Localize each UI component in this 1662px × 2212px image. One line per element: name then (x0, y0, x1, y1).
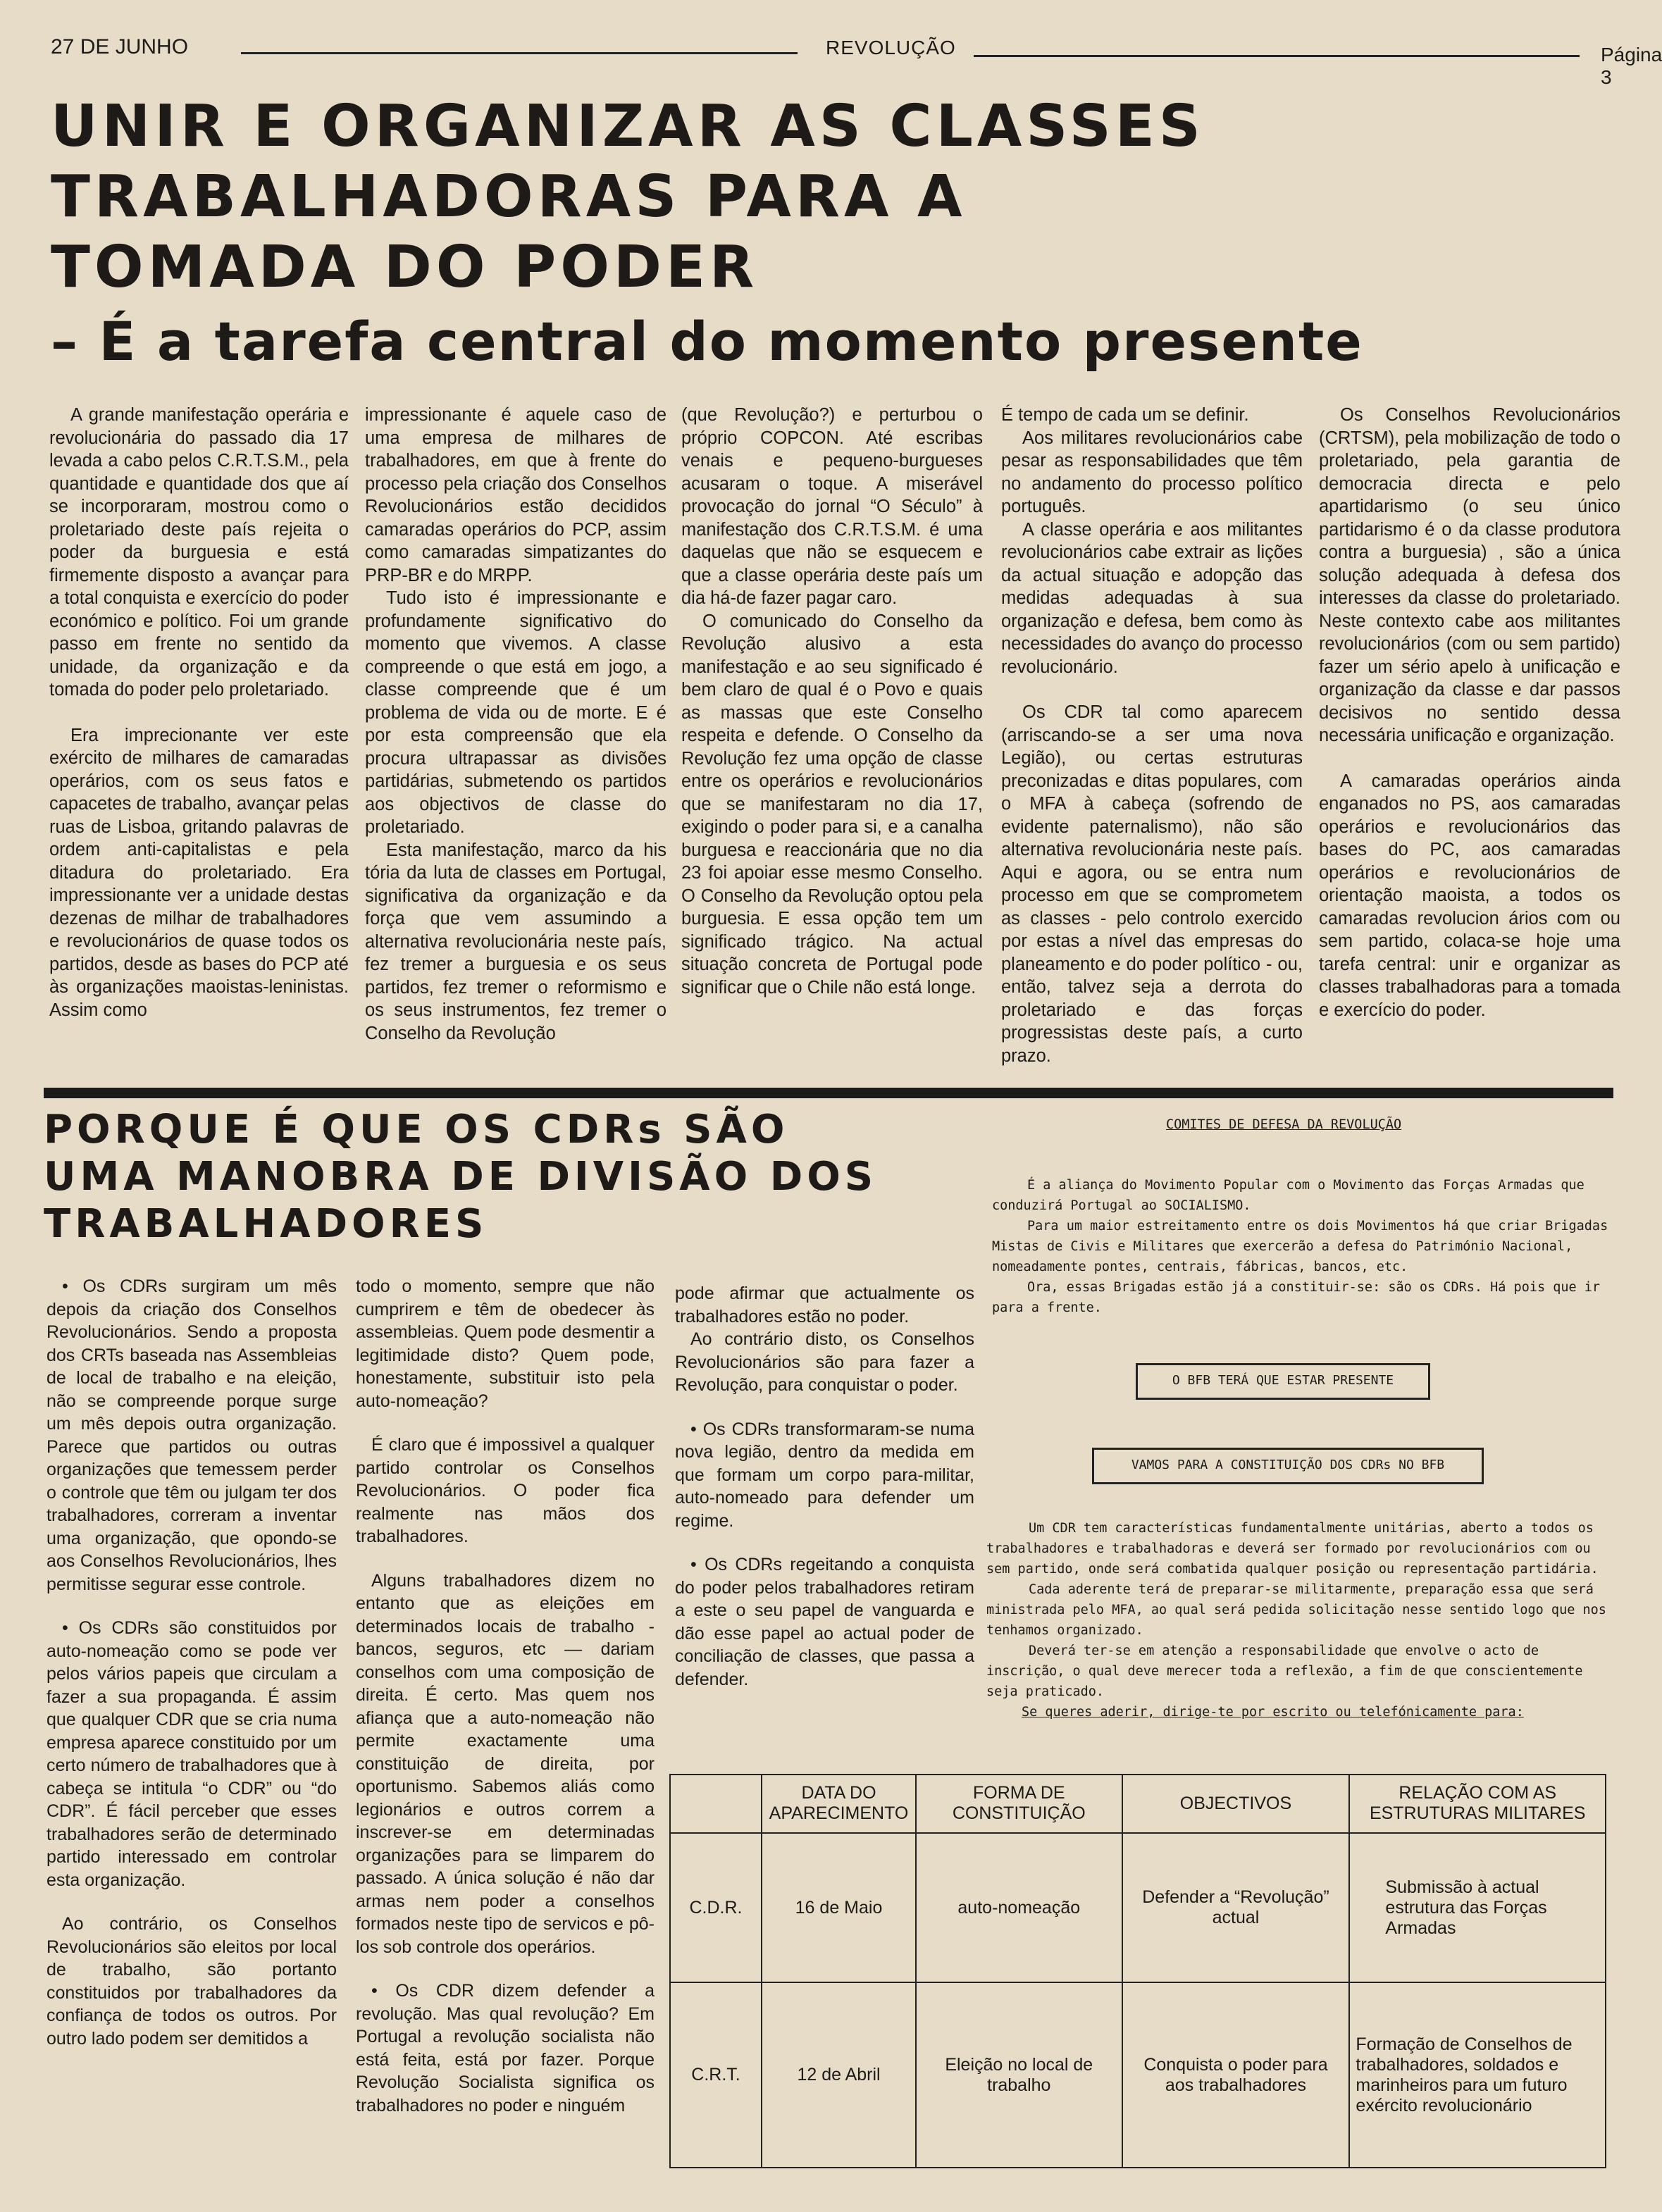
cdr-crt-comparison-table (669, 1774, 1606, 2168)
leaflet-paragraph: Cada aderente terá de preparar-se militarmente, preparação essa que será ministrada pelo MFA, ao qual será pedida solicitação nesse sentido logo que nos tenhamos organizado. (986, 1582, 1606, 1638)
table-cell: C.R.T. (670, 1982, 762, 2168)
article1-column-1 (49, 404, 349, 1044)
table-cell: 16 de Maio (762, 1833, 916, 1982)
article2-column-3 (675, 1282, 974, 1712)
leaflet-paragraph: Para um maior estreitamento entre os dois Movimentos há que criar Brigadas Mistas de Civis e Militares que exercerão a defesa do Património Nacional, nomeadamente pontes, centrais, fábricas, bancos, etc. (992, 1219, 1608, 1274)
issue-date: 27 DE JUNHO (51, 35, 189, 58)
paragraph: Os CDR tal como aparecem (arriscando-se a ser uma nova Legião), ou certas estruturas preconizadas e ditas populares, com o MFA à cabeça (sofrendo de evidente paternalismo), não são alternativa revolucionária neste país. Aqui e agora, ou se entra num processo em que se comprometem as classes - pelo controlo exercido por estas a nível das empresas do planeamento e do poder político - ou, então, talvez seja a derrota do proletariado e das forças progressistas deste país, a curto prazo. (1001, 702, 1303, 1066)
paragraph: • Os CDRs transformaram-se numa nova legião, dentro da medida em que formam um corpo para-militar, auto-nomeado para defender um regime. (675, 1419, 974, 1531)
table-cell: auto-nomeação (916, 1833, 1122, 1982)
article2-headline (44, 1106, 1002, 1248)
paragraph: A classe operária e aos militantes revolucionários cabe extrair as lições da actual situação e adopção das medidas adequadas à sua organização e defesa, bem como às necessidades do avanço do processo revolucionário. (1001, 519, 1303, 677)
article1-column-5 (1319, 404, 1620, 1044)
paragraph: Ao contrário disto, os Conselhos Revolucionários são para fazer a Revolução, para conquistar o poder. (675, 1329, 974, 1395)
paragraph: A grande manifestação operária e revolucionária do passado dia 17 levada a cabo pelos C.R.T.S.M., pela quantidade e quantidade dos que aí se incorporaram, mostrou como o proletariado deste país rejeita o poder da burguesia e está firmemente disposto a avançar para a total conquista e exercício do poder económico e político. Foi um grande passo em frente no sentido da unidade, da organização e da tomada do poder pelo proletariado. (49, 405, 349, 700)
paragraph: Esta manifestação, marco da his tória da luta de classes em Portugal, significativa da organização e da força que vem assumindo a alternativa revolucionária neste país, fez tremer a burguesia e os seus partidos, fez tremer o reformismo e os seus instrumentos, fez tremer o Conselho da Revolução (365, 840, 666, 1043)
article1-column-4 (1001, 404, 1303, 1090)
publication-name: REVOLUÇÃO (826, 37, 956, 58)
paragraph: O comunicado do Conselho da Revolução alusivo a esta manifestação e ao seu significado é bem claro de qual é o Povo e quais as massas que este Conselho respeita e defende. O Conselho da Revolução fez uma opção de classe entre os operários e revolucionários que se manifestaram no dia 17, exigindo o poder para si, e a canalha burguesa e reaccionária que no dia 23 foi apoiar esse mesmo Conselho. O Conselho da Revolução optou pela burguesia. E essa opção tem um significado trágico. Na actual situação concreta de Portugal pode significar que o Chile não está longe. (681, 611, 983, 998)
paragraph: • Os CDRs surgiram um mês depois da criação dos Conselhos Revolucionários. Sendo a proposta dos CRTs baseada nas Assembleias de local de trabalho e na eleição, não se compreende porque surge um mês depois outra organização. Parece que partidos ou outras organizações que temessem perder o controle que têm ou julgam ter dos trabalhadores, correram a inventar uma organização, que opondo-se aos Conselhos Revolucionários, lhes permitisse segurar esse controle. (46, 1276, 337, 1594)
leaflet-paragraph: É a aliança do Movimento Popular com o Movimento das Forças Armadas que conduzirá Portugal ao SOCIALISMO. (992, 1178, 1585, 1213)
paragraph: Aos militares revolucionários cabe pesar as responsabilidades que têm no andamento do processo político português. (1001, 428, 1303, 516)
paragraph: Tudo isto é impressionante e profundamente significativo do momento que vivemos. A classe compreende o que está em jogo, a classe compreende que é um problema de vida ou de morte. E é por esta compreensão que ela procura ultrapassar as divisões partidárias, submetendo os partidos aos objectivos de classe do proletariado. (365, 588, 666, 837)
leaflet-title: COMITES DE DEFESA DA REVOLUÇÃO (1166, 1117, 1402, 1132)
paragraph: A camaradas operários ainda enganados no PS, aos camaradas operários e revolucionários das bases do PC, aos camaradas operários e revolucionários de orientação maoista, a todos os camaradas revolucion ários com ou sem partido, colaca-se hoje uma tarefa central: unir e organizar as classes trabalhadoras para a tomada e exercício do poder. (1319, 771, 1620, 1020)
table-cell: Conquista o poder para aos trabalhadores (1122, 1982, 1350, 2168)
table-header-cell: RELAÇÃO COM AS ESTRUTURAS MILITARES (1349, 1775, 1606, 1833)
headline-line: PORQUE É QUE OS CDRs SÃO (44, 1107, 789, 1152)
headline-line: UMA MANOBRA DE DIVISÃO DOS (44, 1154, 878, 1200)
table-cell: Submissão à actual estrutura das Forças Armadas (1349, 1833, 1606, 1982)
table-header-cell: DATA DO APARECIMENTO (762, 1775, 916, 1833)
leaflet-box-constituicao: VAMOS PARA A CONSTITUIÇÃO DOS CDRs NO BFB (1092, 1448, 1484, 1484)
paragraph: É claro que é impossivel a qualquer partido controlar os Conselhos Revolucionários. O poder fica realmente nas mãos dos trabalhadores. (356, 1435, 655, 1546)
leaflet-paragraph: Ora, essas Brigadas estão já a constituir-se: são os CDRs. Há pois que ir para a frente. (992, 1280, 1601, 1315)
paragraph: pode afirmar que actualmente os trabalhadores estão no poder. (675, 1284, 974, 1326)
leaflet-closing: Se queres aderir, dirige-te por escrito ou telefónicamente para: (1022, 1705, 1524, 1720)
article1-headline (51, 92, 1284, 303)
paragraph: todo o momento, sempre que não cumprirem e têm de obedecer às assembleias. Quem pode desmentir a legitimidade disto? Quem pode, honestamente, substituir isto pela auto-nomeação? (356, 1276, 655, 1411)
paragraph: Alguns trabalhadores dizem no entanto que as eleições em determinados locais de trabalho - bancos, seguros, etc — dariam conselhos com uma composição de direita. É certo. Mas quem nos afiança que a auto-nomeação não permite exactamente uma constituição de direita, por oportunismo. Sabemos aliás como legionários e outros correm a inscrever-se em determinadas organizações para se limparem do passado. A única solução é não dar armas nem poder a conselhos formados neste tipo de servicos e pô-los sob controle dos operários. (356, 1570, 655, 1957)
page-header (51, 31, 1662, 88)
article2-column-2 (356, 1275, 655, 2138)
paragraph: Os Conselhos Revolucionários (CRTSM), pela mobilização de todo o proletariado, pela garantia de democracia directa e pelo apartidarismo (o seu único partidarismo é o da classe produtora contra a burguesia) , são a única solução adequada à defesa dos interesses da classe do proletariado. Neste contexto cabe aos militantes revolucionários (com ou sem partido) fazer um sério apelo à unificação e organização da classe e dar passos decisivos no sentido dessa necessária unificação e organização. (1319, 405, 1620, 745)
table-cell: Formação de Conselhos de trabalhadores, soldados e marinheiros para um futuro exército revolucionário (1349, 1982, 1606, 2168)
leaflet-paragraph: Um CDR tem características fundamentalmente unitárias, aberto a todos os trabalhadores e trabalhadoras e deverá ser formado por revolucionários com ou sem partido, onde será combatida qualquer posição ou representação partidária. (986, 1521, 1599, 1577)
paragraph: • Os CDRs são constituidos por auto-nomeação como se pode ver pelos vários papeis que circulam a fazer a sua propaganda. É assim que qualquer CDR que se cria numa empresa aparece constituido por um certo número de trabalhadores que à cabeça se intitula “o CDR” ou “do CDR”. É fácil perceber que esses trabalhadores serão de determinado partido interessado em controlar esta organização. (46, 1618, 337, 1890)
leaflet-paragraph: Deverá ter-se em atenção a responsabilidade que envolve o acto de inscrição, o qual deve merecer toda a reflexão, a fim de que conscientemente seja praticado. (986, 1644, 1583, 1699)
table-row (670, 1982, 1606, 2168)
table-header-row (670, 1775, 1606, 1833)
paragraph: Ao contrário, os Conselhos Revolucionários são eleitos por local de trabalho, são portanto constituidos por trabalhadores da confiança de todos os outros. Por outro lado podem ser demitidos a (46, 1914, 337, 2049)
paragraph: Era imprecionante ver este exército de milhares de camaradas operários, com os seus fatos e capacetes de trabalho, avançar pelas ruas de Lisboa, gritando palavras de ordem anti-capitalistas e pela ditadura do proletariado. Era impressionante ver a unidade destas dezenas de milhar de trabalhadores e revolucionários de quase todos os partidos, desde as bases do PCP até às organizações maoistas-leninistas. Assim como (49, 725, 349, 1020)
paragraph: • Os CDRs regeitando a conquista do poder pelos trabalhadores retiram a este o seu papel de vanguarda e dão esse papel ao actual poder de conciliação de classes, que passa a defender. (675, 1555, 974, 1689)
leaflet-box-bfb: O BFB TERÁ QUE ESTAR PRESENTE (1136, 1363, 1430, 1400)
table-header-cell: FORMA DE CONSTITUIÇÃO (916, 1775, 1122, 1833)
header-rule-right (974, 55, 1580, 57)
table-row (670, 1833, 1606, 1982)
section-divider (44, 1088, 1613, 1098)
paragraph: (que Revolução?) e perturbou o próprio COPCON. Até escribas venais e pequeno-burgueses acusaram o toque. A miserável provocação do jornal “O Século” à manifestação dos C.R.T.S.M. é uma daquelas que não se esquecem e que a classe operária deste país um dia há-de fazer pagar caro. (681, 405, 983, 608)
paragraph: impressionante é aquele caso de uma empresa de milhares de trabalhadores, em que à frente do processo pela criação dos Conselhos Revolucionários estão decididos camaradas operários do PCP, assim como camaradas simpatizantes do PRP-BR e do MRPP. (365, 405, 666, 585)
leaflet-intro (992, 1175, 1612, 1318)
header-rule-left (241, 52, 798, 54)
headline-line: TRABALHADORAS PARA A (51, 163, 967, 230)
table-cell: 12 de Abril (762, 1982, 916, 2168)
article1-column-2 (365, 404, 666, 1067)
paragraph: • Os CDR dizem defender a revolução. Mas qual revolução? Em Portugal a revolução socialista não está feita, está por fazer. Porque Revolução Socialista significa os trabalhadores no poder e ninguém (356, 1981, 655, 2115)
table-cell: C.D.R. (670, 1833, 762, 1982)
table-header-cell (670, 1775, 762, 1833)
table-header-cell: OBJECTIVOS (1122, 1775, 1350, 1833)
article1-column-3 (681, 404, 983, 1021)
headline-line: TRABALHADORES (44, 1201, 488, 1247)
table-cell: Eleição no local de trabalho (916, 1982, 1122, 2168)
page-number: Página 3 (1601, 44, 1662, 88)
headline-line: TOMADA DO PODER (51, 234, 759, 301)
table-cell: Defender a “Revolução” actual (1122, 1833, 1350, 1982)
headline-line: UNIR E ORGANIZAR AS CLASSES (51, 93, 1205, 160)
article2-column-1 (46, 1275, 337, 2071)
article1-subheadline: – É a tarefa central do momento presente (51, 310, 1363, 373)
paragraph: É tempo de cada um se definir. (1001, 405, 1249, 425)
leaflet-body (986, 1518, 1613, 1722)
